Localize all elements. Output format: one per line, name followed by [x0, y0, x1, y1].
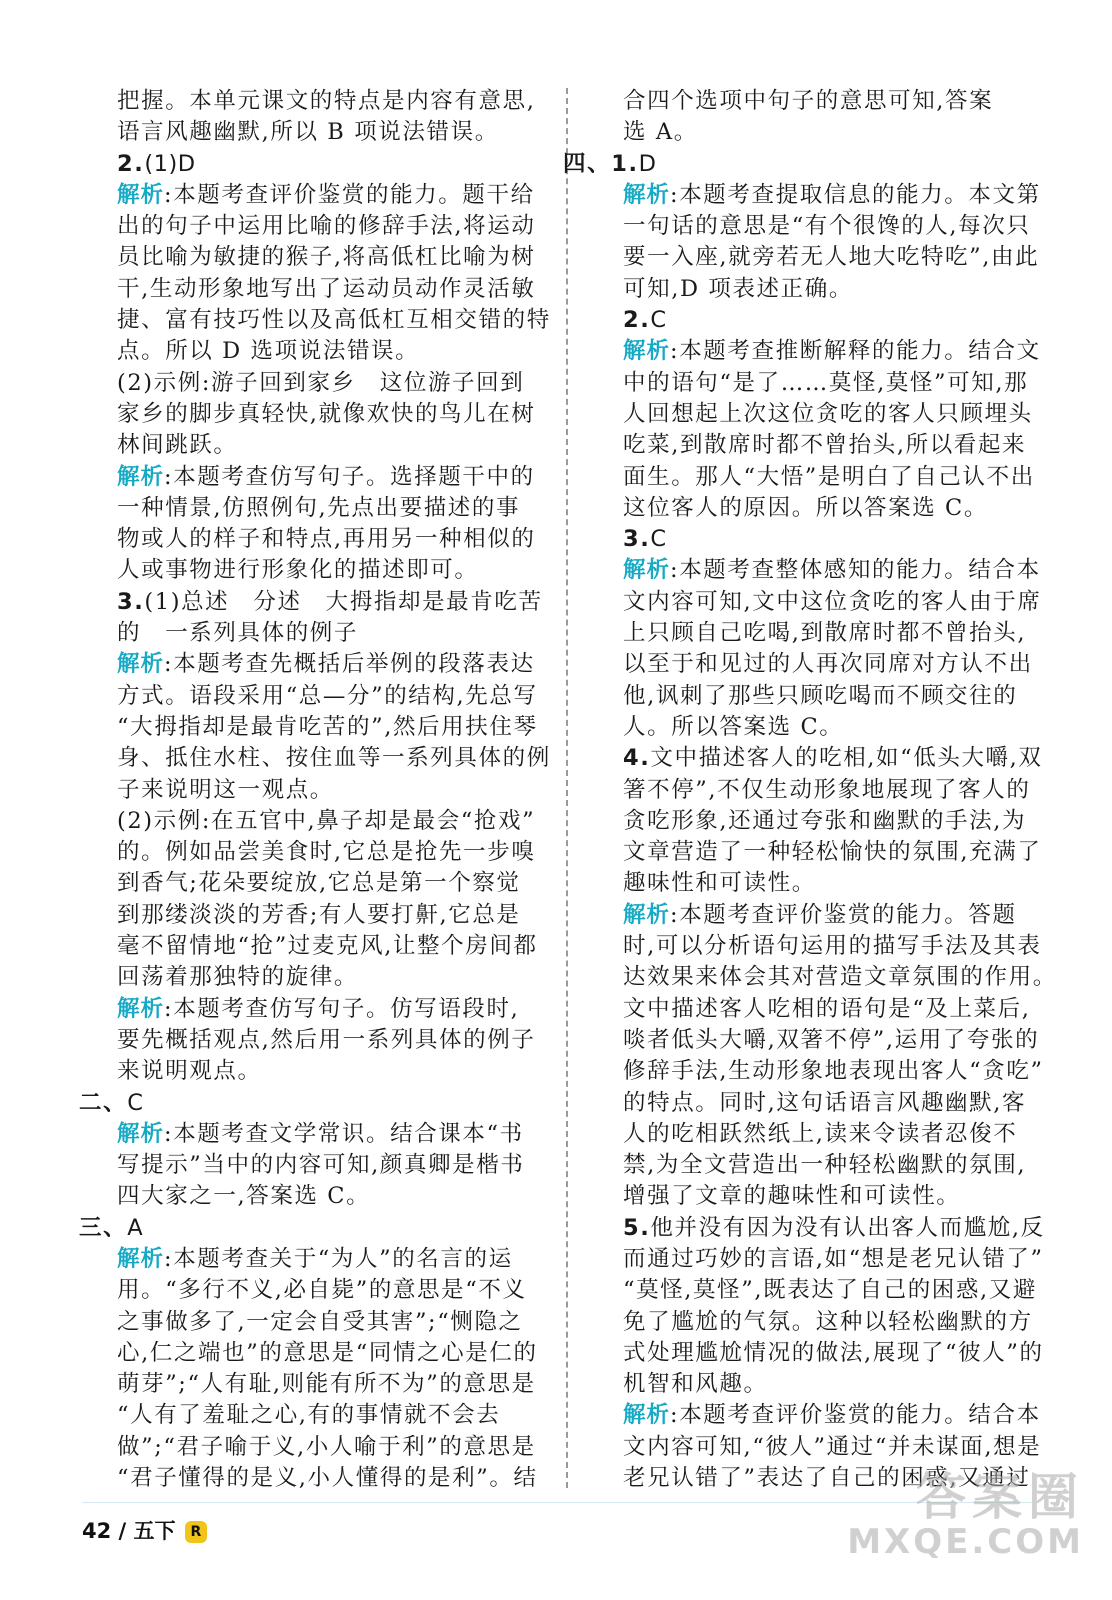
- question-number: 3.: [623, 526, 651, 553]
- text-line: 方式。语段采用“总—分”的结构,先总写: [117, 682, 538, 709]
- text-line: 出的句子中运用比喻的修辞手法,将运动: [117, 213, 536, 240]
- text-line: 家乡的脚步真轻快,就像欢快的鸟儿在树: [117, 400, 536, 427]
- text-line: 心,仁之端也”的意思是“同情之心是仁的: [117, 1339, 538, 1366]
- grade-label: 五下: [133, 1519, 176, 1543]
- analysis-line: [117, 1244, 547, 1275]
- text-line: 一种情景,仿照例句,先点出要描述的事: [117, 494, 521, 521]
- text-line: 吃菜,到散席时都不曾抬头,所以看起来: [623, 432, 1027, 459]
- analysis-text: :本题考查整体感知的能力。结合本: [670, 557, 1041, 584]
- edition-badge-icon: R: [185, 1521, 207, 1543]
- text-line: 时,可以分析语句运用的描写手法及其表: [623, 933, 1042, 960]
- analysis-text: :本题考查文学常识。结合课本“书: [164, 1120, 524, 1147]
- question-number: 3.: [117, 588, 145, 615]
- text-line: 四大家之一,答案选 C。: [117, 1183, 371, 1210]
- answer: A: [127, 1214, 144, 1241]
- analysis-tag: 解析: [117, 463, 165, 490]
- text-line: 捷、富有技巧性以及高低杠互相交错的特: [117, 307, 551, 334]
- analysis-text: :本题考查推断解释的能力。结合文: [670, 338, 1041, 365]
- text-line: 上只顾自己吃喝,到散席时都不曾抬头,: [623, 620, 1027, 647]
- text-line: 语言风趣幽默,所以 B 项说法错误。: [117, 119, 499, 146]
- analysis-tag: 解析: [623, 181, 671, 208]
- answer-text: 他并没有因为没有认出客人而尴尬,反: [650, 1214, 1045, 1241]
- left-column: [79, 86, 551, 1494]
- text-line: 到香气;花朵要绽放,它总是第一个察觉: [117, 870, 521, 897]
- question-number: 2.: [117, 150, 145, 177]
- text-line: 机智和风趣。: [623, 1371, 768, 1398]
- text-line: “大拇指却是最肯吃苦的”,然后用扶住琴: [117, 713, 538, 740]
- text-line: 可知,D 项表述正确。: [623, 275, 853, 302]
- text-line: 箸不停”,不仅生动形象地展现了客人的: [623, 776, 1031, 803]
- column-divider: [566, 88, 568, 1488]
- text-line: 选 A。: [623, 119, 698, 146]
- analysis-line: [623, 555, 1055, 586]
- text-line: 要一入座,就旁若无人地大吃特吃”,由此: [623, 244, 1040, 271]
- text-line: 人回想起上次这位贪吃的客人只顾埋头: [623, 400, 1033, 427]
- text-line: 趣味性和可读性。: [623, 870, 816, 897]
- text-line: 用。“多行不义,必自毙”的意思是“不义: [117, 1277, 527, 1304]
- answer: (1)总述 分述 大拇指却是最肯吃苦: [144, 588, 543, 615]
- text-line: 来说明观点。: [117, 1058, 262, 1085]
- answer: C: [650, 526, 667, 553]
- text-line: 禁,为全文营造出一种轻松幽默的氛围,: [623, 1152, 1027, 1179]
- text-line: 一句话的意思是“有个很馋的人,每次只: [623, 213, 1031, 240]
- analysis-tag: 解析: [117, 1245, 165, 1272]
- question-number: 5.: [623, 1214, 651, 1241]
- text-line: 干,生动形象地写出了运动员动作灵活敏: [117, 275, 536, 302]
- analysis-text: :本题考查先概括后举例的段落表达: [164, 651, 535, 678]
- section-label: 四、: [563, 150, 612, 177]
- question-3: [623, 524, 1055, 555]
- text-line: “人有了羞耻之心,有的事情就不会去: [117, 1402, 501, 1429]
- text-line: 这位客人的原因。所以答案选 C。: [623, 494, 988, 521]
- text-line: 人。所以答案选 C。: [623, 713, 844, 740]
- analysis-text: :本题考查关于“为人”的名言的运: [164, 1245, 513, 1272]
- text-line: 萌芽”;“人有耻,则能有所不为”的意思是: [117, 1371, 536, 1398]
- watermark: [847, 1470, 1084, 1560]
- question-number: 1.: [611, 150, 639, 177]
- analysis-line: [623, 180, 1055, 211]
- text-line: 的 一系列具体的例子: [117, 620, 359, 647]
- analysis-line: [117, 994, 547, 1025]
- text-line: 贪吃形象,还通过夸张和幽默的手法,为: [623, 807, 1027, 834]
- text-line: “君子懂得的是义,小人懂得的是利”。结: [117, 1465, 538, 1492]
- text-line: 的特点。同时,这句话语言风趣幽默,客: [623, 1089, 1027, 1116]
- analysis-text: :本题考查仿写句子。选择题干中的: [164, 463, 535, 490]
- analysis-line: [623, 1400, 1055, 1431]
- watermark-text: 答案圈: [916, 1468, 1084, 1526]
- question-number: 2.: [623, 307, 651, 334]
- text-line: 林间跳跃。: [117, 432, 238, 459]
- text-line: 而通过巧妙的言语,如“想是老兄认错了”: [623, 1245, 1044, 1272]
- question-2: [623, 305, 1055, 336]
- page-footer: [82, 1515, 207, 1545]
- answer: (1)D: [144, 150, 196, 177]
- text-line: (2)示例:游子回到家乡 这位游子回到: [117, 369, 525, 396]
- text-line: 的。例如品尝美食时,它总是抢先一步嗅: [117, 839, 536, 866]
- text-line: 文章营造了一种轻松愉快的氛围,充满了: [623, 839, 1042, 866]
- page-number: 42: [82, 1519, 112, 1543]
- analysis-tag: 解析: [117, 1120, 165, 1147]
- question-5: [623, 1213, 1055, 1244]
- analysis-text: :本题考查评价鉴赏的能力。答题: [670, 901, 1017, 928]
- analysis-tag: 解析: [623, 557, 671, 584]
- text-line: 老兄认错了”表达了自己的困惑,又通过: [623, 1465, 1031, 1492]
- text-line: 文内容可知,“彼人”通过“并未谋面,想是: [623, 1433, 1042, 1460]
- text-line: 物或人的样子和特点,再用另一种相似的: [117, 526, 536, 553]
- text-line: 把握。本单元课文的特点是内容有意思,: [117, 88, 536, 114]
- section-label: 二、: [79, 1089, 128, 1116]
- analysis-tag: 解析: [623, 338, 671, 365]
- text-line: 点。所以 D 选项说法错误。: [117, 338, 420, 365]
- text-line: 子来说明这一观点。: [117, 776, 334, 803]
- text-line: 他,讽刺了那些只顾吃喝而不顾交往的: [623, 682, 1018, 709]
- answer: C: [650, 307, 667, 334]
- analysis-text: :本题考查评价鉴赏的能力。题干给: [164, 181, 535, 208]
- question-3: [117, 587, 547, 618]
- text-line: 中的语句“是了……莫怪,莫怪”可知,那: [623, 369, 1029, 396]
- text-line: 合四个选项中句子的意思可知,答案: [623, 88, 994, 114]
- analysis-tag: 解析: [623, 1402, 671, 1429]
- analysis-line: [117, 180, 547, 211]
- text-line: 写提示”当中的内容可知,颜真卿是楷书: [117, 1152, 525, 1179]
- text-line: 做”;“君子喻于义,小人喻于利”的意思是: [117, 1433, 536, 1460]
- text-line: 人的吃相跃然纸上,读来令读者忍俊不: [623, 1120, 1018, 1147]
- question-number: 4.: [623, 745, 651, 772]
- right-column: [563, 86, 1057, 1494]
- footer-separator: /: [118, 1519, 127, 1543]
- text-line: 以至于和见过的人再次同席对方认不出: [623, 651, 1033, 678]
- section-2-heading: [79, 1088, 547, 1119]
- analysis-tag: 解析: [623, 901, 671, 928]
- text-line: 人或事物进行形象化的描述即可。: [117, 557, 479, 584]
- text-line: 式处理尴尬情况的做法,展现了“彼人”的: [623, 1339, 1044, 1366]
- answer: D: [638, 150, 657, 177]
- text-line: 文内容可知,文中这位贪吃的客人由于席: [623, 588, 1042, 615]
- section-4-heading: [563, 149, 1055, 180]
- analysis-line: [623, 336, 1055, 367]
- text-line: 回荡着那独特的旋律。: [117, 964, 359, 991]
- text-line: 要先概括观点,然后用一系列具体的例子: [117, 1026, 536, 1053]
- section-3-heading: [79, 1213, 547, 1244]
- analysis-text: :本题考查评价鉴赏的能力。结合本: [670, 1402, 1041, 1429]
- text-line: 达效果来体会其对营造文章氛围的作用。: [623, 964, 1057, 991]
- analysis-line: [117, 649, 547, 680]
- text-line: 免了尴尬的气氛。这种以轻松幽默的方: [623, 1308, 1033, 1335]
- text-line: (2)示例:在五官中,鼻子却是最会“抢戏”: [117, 807, 536, 834]
- analysis-text: :本题考查仿写句子。仿写语段时,: [164, 995, 520, 1022]
- analysis-line: [117, 1119, 547, 1150]
- text-line: 到那缕淡淡的芳香;有人要打鼾,它总是: [117, 901, 521, 928]
- text-line: 修辞手法,生动形象地表现出客人“贪吃”: [623, 1058, 1044, 1085]
- text-line: 面生。那人“大悟”是明白了自己认不出: [623, 463, 1035, 490]
- text-line: 文中描述客人吃相的语句是“及上菜后,: [623, 995, 1031, 1022]
- text-line: 增强了文章的趣味性和可读性。: [623, 1183, 961, 1210]
- answer-text: 文中描述客人的吃相,如“低头大嚼,双: [650, 745, 1043, 772]
- analysis-tag: 解析: [117, 651, 165, 678]
- answer: C: [127, 1089, 144, 1116]
- text-line: 之事做多了,一定会自受其害”;“恻隐之: [117, 1308, 523, 1335]
- analysis-text: :本题考查提取信息的能力。本文第: [670, 181, 1041, 208]
- watermark-url: MXQE.COM: [847, 1522, 1084, 1562]
- text-line: “莫怪,莫怪”,既表达了自己的困惑,又避: [623, 1277, 1037, 1304]
- question-4: [623, 743, 1055, 774]
- analysis-line: [117, 462, 547, 493]
- text-line: 身、抵住水柱、按住血等一系列具体的例: [117, 745, 551, 772]
- text-line: 员比喻为敏捷的猴子,将高低杠比喻为树: [117, 244, 536, 271]
- analysis-tag: 解析: [117, 181, 165, 208]
- question-2: [117, 149, 547, 180]
- analysis-line: [623, 900, 1055, 931]
- text-line: 毫不留情地“抢”过麦克风,让整个房间都: [117, 933, 538, 960]
- analysis-tag: 解析: [117, 995, 165, 1022]
- text-line: 啖者低头大嚼,双箸不停”,运用了夸张的: [623, 1026, 1040, 1053]
- section-label: 三、: [79, 1214, 128, 1241]
